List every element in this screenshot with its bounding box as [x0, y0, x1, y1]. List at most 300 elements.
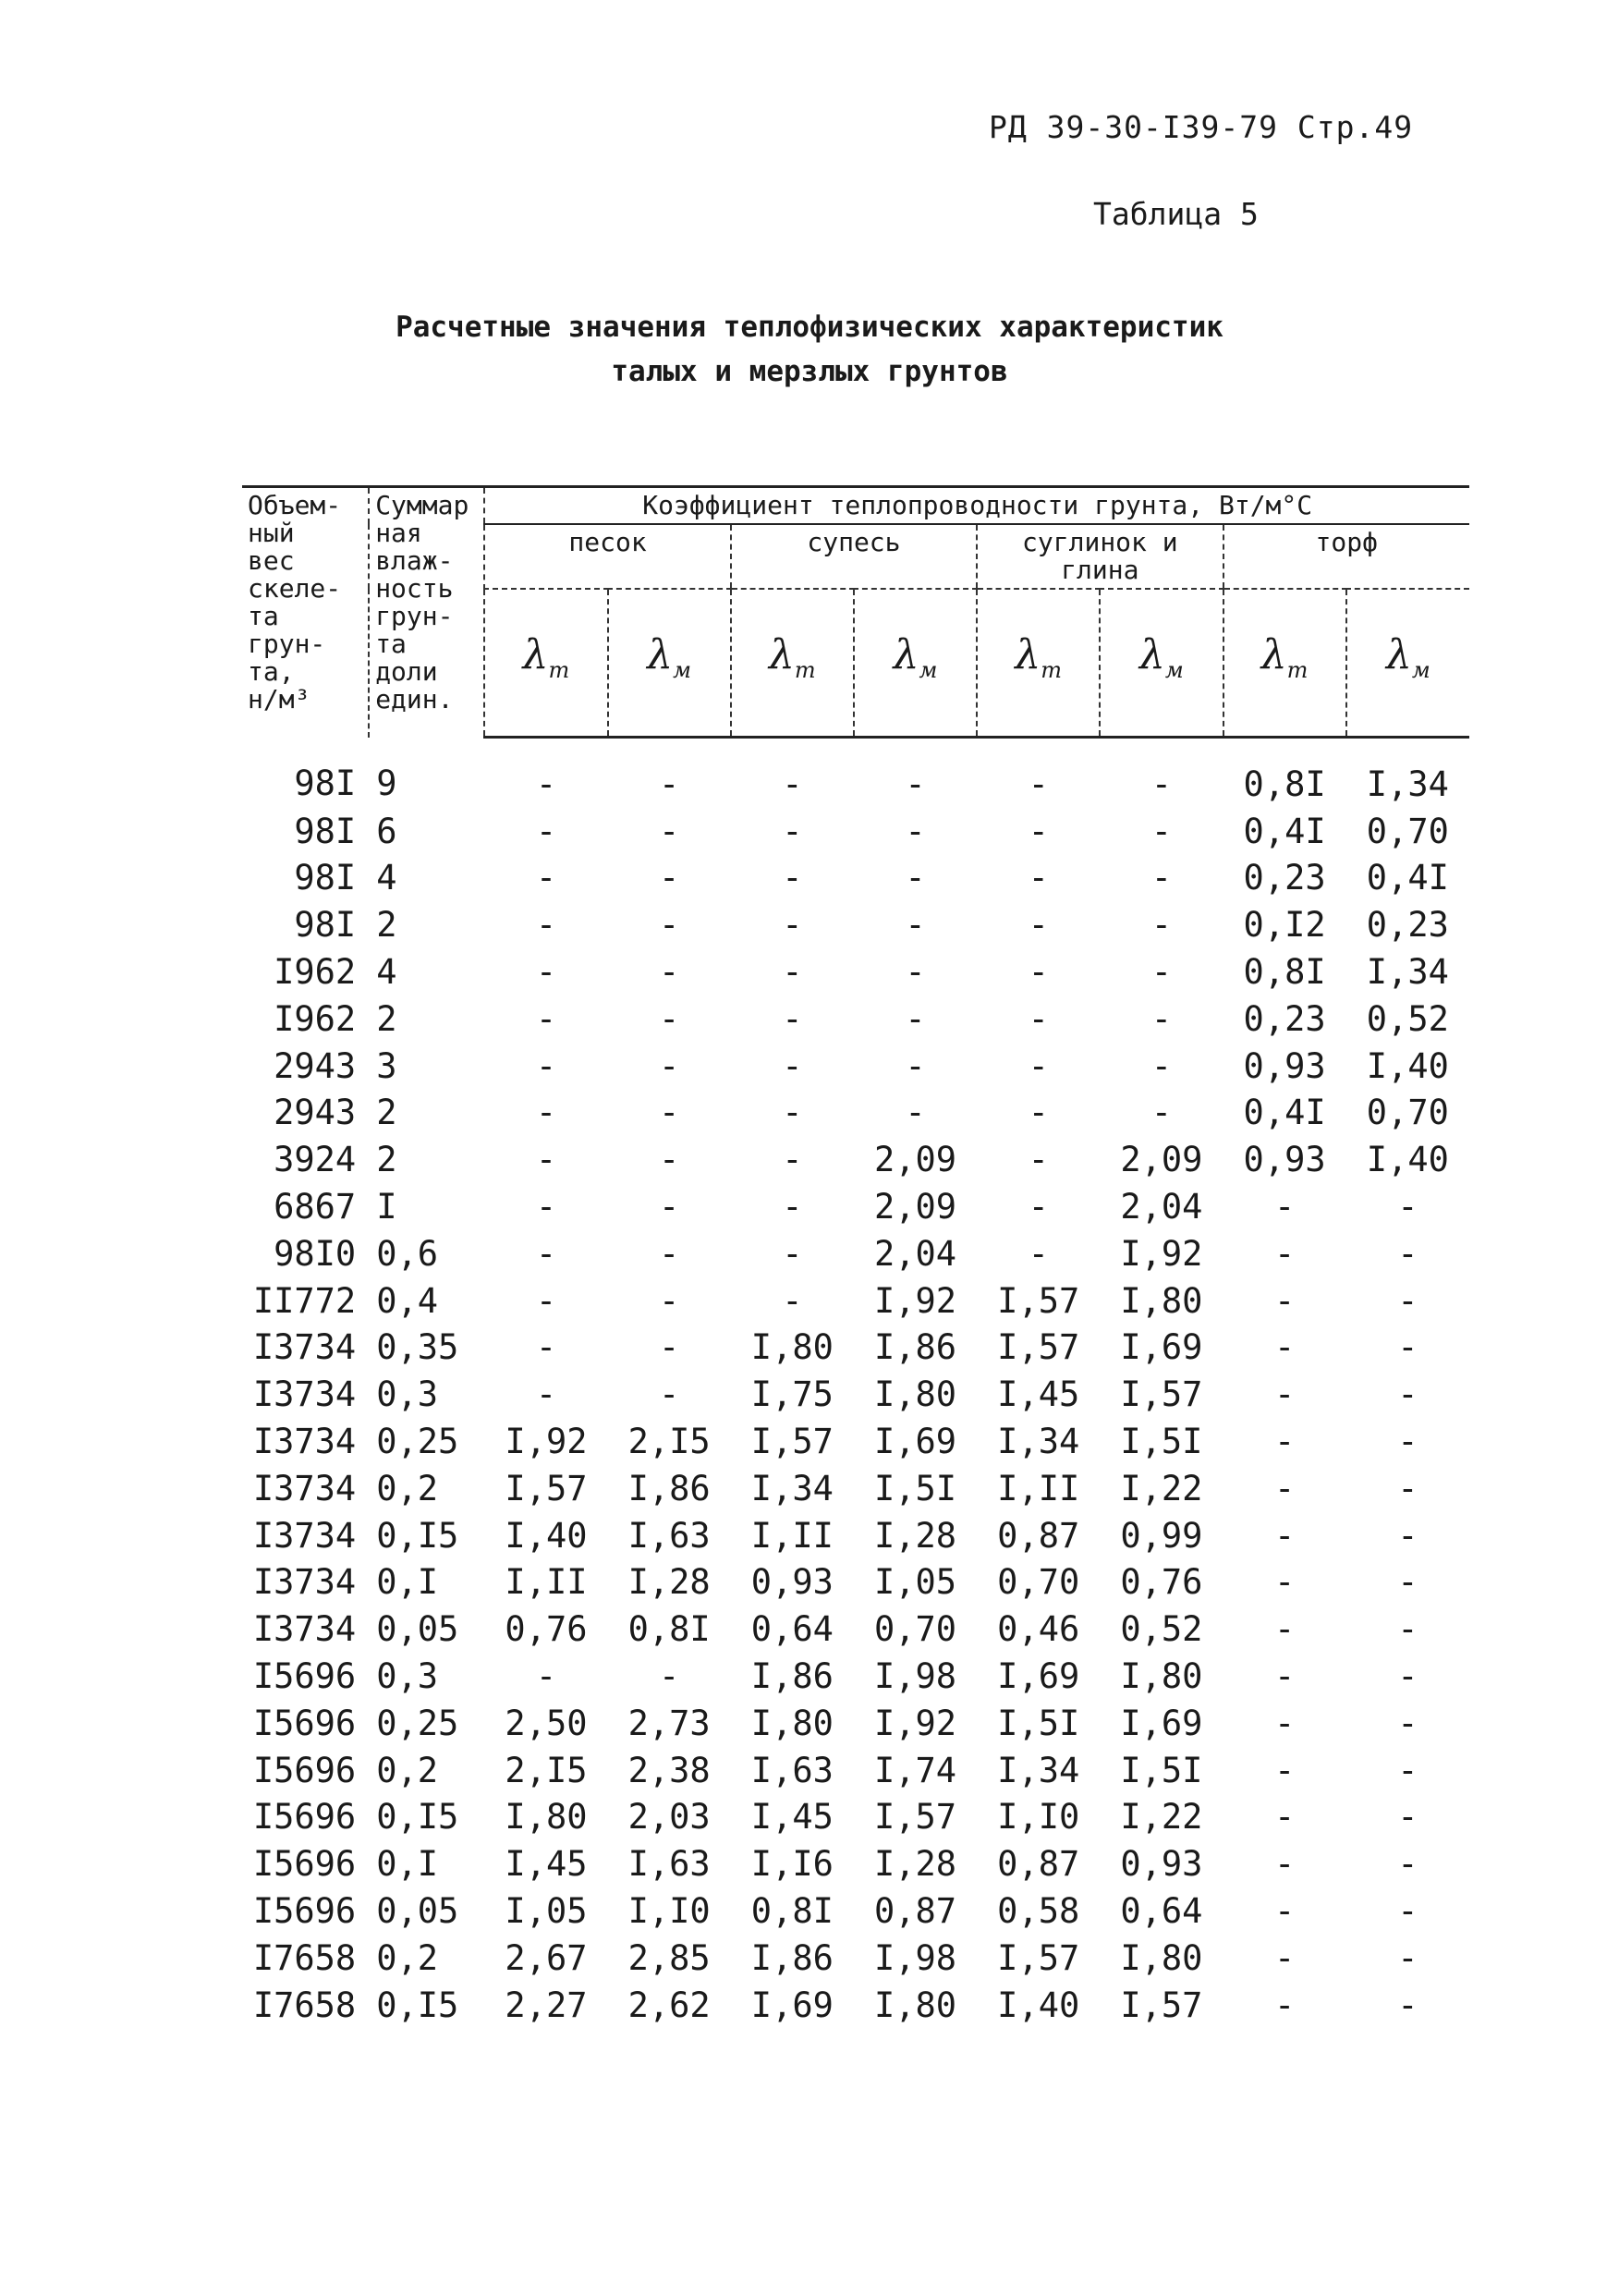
cell-conductivity: - — [1397, 1656, 1418, 1697]
cell-conductivity: - — [905, 905, 926, 946]
cell-conductivity: - — [535, 1327, 557, 1368]
cell-conductivity: - — [659, 1656, 680, 1697]
cell-conductivity: - — [1273, 1374, 1296, 1415]
cell-moisture: 2 — [376, 905, 397, 946]
cell-skeleton-weight: I3734 — [252, 1515, 357, 1556]
cell-conductivity: 0,93 — [1243, 1140, 1326, 1180]
cell-conductivity: 0,93 — [1243, 1045, 1326, 1086]
column-header-skeleton-weight: Объем- ный вес скеле- та грун- та, н/м³ — [242, 487, 369, 738]
cell-skeleton-weight: 3924 — [274, 1140, 357, 1180]
cell-conductivity: I,69 — [750, 1985, 834, 2025]
cell-conductivity: - — [1273, 1985, 1296, 2025]
cell-conductivity: - — [1397, 1562, 1418, 1603]
cell-conductivity: 0,8I — [750, 1891, 834, 1932]
cell-conductivity: - — [1397, 1844, 1418, 1885]
cell-conductivity: I,74 — [873, 1750, 957, 1790]
table-row — [242, 901, 1469, 948]
cell-conductivity: - — [782, 763, 803, 804]
cell-conductivity: I,34 — [1366, 952, 1449, 993]
table-row — [242, 1230, 1469, 1277]
cell-conductivity: I,II — [750, 1515, 834, 1556]
cell-conductivity: - — [659, 905, 680, 946]
cell-skeleton-weight: I3734 — [252, 1609, 357, 1650]
lambda-frozen-subscript: м — [673, 656, 692, 683]
cell-conductivity: - — [1028, 1093, 1049, 1133]
cell-conductivity: - — [782, 858, 803, 898]
cell-conductivity: 0,4I — [1243, 811, 1326, 851]
cell-conductivity: I,34 — [997, 1422, 1080, 1462]
cell-conductivity: I,92 — [505, 1422, 588, 1462]
cell-conductivity: I,II — [997, 1468, 1080, 1508]
table-row — [242, 1935, 1469, 1982]
cell-conductivity: I,80 — [1120, 1280, 1203, 1321]
cell-conductivity: - — [659, 811, 680, 851]
cell-conductivity: 0,70 — [1366, 811, 1449, 851]
cell-conductivity: 0,4I — [1243, 1093, 1326, 1133]
cell-conductivity: I,57 — [997, 1937, 1080, 1978]
cell-conductivity: I,57 — [873, 1797, 957, 1838]
cell-conductivity: - — [905, 998, 926, 1039]
cell-moisture: 2 — [376, 1140, 397, 1180]
cell-conductivity: - — [1150, 858, 1173, 898]
table-row — [242, 995, 1469, 1043]
cell-conductivity: I,57 — [750, 1422, 834, 1462]
cell-conductivity: 0,70 — [1366, 1093, 1449, 1133]
cell-conductivity: I,92 — [873, 1280, 957, 1321]
cell-conductivity: 2,27 — [505, 1985, 588, 2025]
lambda-symbol: λ — [893, 631, 919, 679]
cell-conductivity: - — [659, 1045, 680, 1086]
lambda-frozen-subscript: м — [1164, 656, 1184, 683]
cell-conductivity: I,28 — [627, 1562, 711, 1603]
cell-conductivity: I,57 — [1120, 1985, 1203, 2025]
cell-conductivity: - — [659, 1187, 680, 1227]
cell-conductivity: - — [1150, 998, 1173, 1039]
table-row — [242, 1747, 1469, 1794]
cell-skeleton-weight: 98I — [294, 858, 357, 898]
cell-conductivity: - — [905, 763, 926, 804]
cell-conductivity: - — [535, 1187, 557, 1227]
cell-skeleton-weight: I3734 — [252, 1422, 357, 1462]
cell-moisture: 9 — [376, 763, 397, 804]
cell-conductivity: 0,93 — [750, 1562, 834, 1603]
cell-moisture: 4 — [376, 952, 397, 993]
cell-moisture: 4 — [376, 858, 397, 898]
cell-moisture: 0,4 — [376, 1280, 439, 1321]
cell-conductivity: I,22 — [1120, 1797, 1203, 1838]
cell-conductivity: I,63 — [627, 1844, 711, 1885]
cell-conductivity: 0,70 — [997, 1562, 1080, 1603]
cell-conductivity: 0,I2 — [1243, 905, 1326, 946]
cell-skeleton-weight: I3734 — [252, 1562, 357, 1603]
cell-conductivity: - — [1273, 1515, 1296, 1556]
table-row — [242, 1653, 1469, 1700]
cell-conductivity: 0,8I — [1243, 763, 1326, 804]
thermal-conductivity-table — [242, 485, 1469, 2029]
cell-moisture: 0,3 — [376, 1656, 439, 1697]
cell-moisture: 0,2 — [376, 1750, 439, 1790]
cell-conductivity: - — [782, 811, 803, 851]
cell-conductivity: I,5I — [997, 1703, 1080, 1743]
cell-skeleton-weight: I3734 — [252, 1327, 357, 1368]
table-body — [242, 738, 1469, 2029]
lambda-symbol: λ — [647, 631, 674, 679]
cell-skeleton-weight: 2943 — [274, 1045, 357, 1086]
cell-conductivity: I,98 — [873, 1937, 957, 1978]
table-row — [242, 1465, 1469, 1512]
cell-conductivity: 2,67 — [505, 1937, 588, 1978]
cell-conductivity: I,05 — [873, 1562, 957, 1603]
cell-conductivity: - — [782, 952, 803, 993]
cell-conductivity: I,45 — [505, 1844, 588, 1885]
cell-conductivity: - — [905, 1045, 926, 1086]
cell-conductivity: I,II — [505, 1562, 588, 1603]
cell-conductivity: 2,50 — [505, 1703, 588, 1743]
cell-conductivity: - — [782, 905, 803, 946]
cell-conductivity: - — [1397, 1515, 1418, 1556]
cell-conductivity: - — [535, 905, 557, 946]
cell-conductivity: I,86 — [750, 1656, 834, 1697]
lambda-symbol: λ — [1260, 631, 1287, 679]
cell-conductivity: I,I0 — [627, 1891, 711, 1932]
soil-header-loam-clay: суглинок и глина — [977, 524, 1223, 589]
cell-conductivity: - — [535, 1656, 557, 1697]
table-row — [242, 1043, 1469, 1090]
cell-conductivity: 0,93 — [1120, 1844, 1203, 1885]
cell-conductivity: - — [1273, 1422, 1296, 1462]
cell-skeleton-weight: 98I — [294, 763, 357, 804]
cell-conductivity: I,5I — [1120, 1422, 1203, 1462]
table-row — [242, 1183, 1469, 1230]
cell-conductivity: I,92 — [1120, 1233, 1203, 1274]
cell-conductivity: 2,04 — [873, 1233, 957, 1274]
cell-skeleton-weight: I5696 — [252, 1891, 357, 1932]
cell-conductivity: 0,8I — [627, 1609, 711, 1650]
cell-conductivity: 0,64 — [750, 1609, 834, 1650]
cell-conductivity: - — [1397, 1422, 1418, 1462]
cell-moisture: 0,3 — [376, 1374, 439, 1415]
cell-conductivity: I,40 — [1366, 1045, 1449, 1086]
cell-conductivity: 2,09 — [1120, 1140, 1203, 1180]
table-row — [242, 1700, 1469, 1747]
cell-skeleton-weight: I5696 — [252, 1797, 357, 1838]
cell-conductivity: I,86 — [627, 1468, 711, 1508]
cell-conductivity: 0,23 — [1243, 858, 1326, 898]
lambda-frozen-header — [854, 589, 977, 738]
cell-conductivity: - — [1273, 1233, 1296, 1274]
cell-conductivity: I,34 — [1366, 763, 1449, 804]
table-row — [242, 1277, 1469, 1325]
cell-moisture: 0,05 — [376, 1891, 459, 1932]
cell-conductivity: I,34 — [750, 1468, 834, 1508]
cell-conductivity: - — [659, 858, 680, 898]
cell-conductivity: I,80 — [505, 1797, 588, 1838]
cell-conductivity: 0,87 — [997, 1515, 1080, 1556]
table-row — [242, 855, 1469, 902]
table-title — [0, 305, 1619, 394]
cell-skeleton-weight: 98I — [294, 811, 357, 851]
cell-conductivity: - — [782, 1045, 803, 1086]
cell-conductivity: - — [1397, 1280, 1418, 1321]
cell-skeleton-weight: I5696 — [252, 1656, 357, 1697]
cell-conductivity: - — [905, 858, 926, 898]
cell-skeleton-weight: I5696 — [252, 1703, 357, 1743]
cell-conductivity: - — [1273, 1703, 1296, 1743]
cell-conductivity: I,5I — [1120, 1750, 1203, 1790]
cell-conductivity: I,63 — [750, 1750, 834, 1790]
cell-conductivity: - — [535, 1140, 557, 1180]
lambda-symbol: λ — [522, 631, 549, 679]
cell-conductivity: I,45 — [750, 1797, 834, 1838]
cell-conductivity: - — [1397, 1327, 1418, 1368]
table-row — [242, 1090, 1469, 1137]
table-row — [242, 1136, 1469, 1183]
cell-conductivity: - — [782, 1233, 803, 1274]
cell-conductivity: - — [1397, 1750, 1418, 1790]
cell-conductivity: I,69 — [1120, 1327, 1203, 1368]
cell-skeleton-weight: 98I — [294, 905, 357, 946]
lambda-thawed-header — [484, 589, 607, 738]
lambda-frozen-subscript: м — [919, 656, 938, 683]
lambda-thawed-subscript: т — [794, 656, 816, 683]
lambda-symbol: λ — [1385, 631, 1412, 679]
cell-conductivity: I,80 — [873, 1985, 957, 2025]
cell-conductivity: 0,58 — [997, 1891, 1080, 1932]
cell-conductivity: 0,52 — [1120, 1609, 1203, 1650]
cell-conductivity: - — [1397, 1985, 1418, 2025]
table-row — [242, 1371, 1469, 1418]
cell-conductivity: I,86 — [873, 1327, 957, 1368]
page-header-reference: РД 39-30-I39-79 Стр.49 — [989, 109, 1414, 145]
cell-conductivity: - — [1150, 763, 1173, 804]
cell-conductivity: - — [659, 998, 680, 1039]
cell-conductivity: - — [535, 763, 557, 804]
cell-moisture: 0,35 — [376, 1327, 459, 1368]
cell-moisture: 2 — [376, 998, 397, 1039]
cell-conductivity: - — [535, 1093, 557, 1133]
cell-conductivity: 2,73 — [627, 1703, 711, 1743]
cell-conductivity: 0,99 — [1120, 1515, 1203, 1556]
cell-conductivity: I,57 — [505, 1468, 588, 1508]
cell-conductivity: I,5I — [873, 1468, 957, 1508]
table-row — [242, 1794, 1469, 1841]
cell-conductivity: - — [1028, 905, 1049, 946]
lambda-frozen-header — [1346, 589, 1469, 738]
cell-moisture: 0,I5 — [376, 1515, 459, 1556]
cell-conductivity: - — [1150, 905, 1173, 946]
cell-conductivity: - — [782, 998, 803, 1039]
cell-conductivity: I,22 — [1120, 1468, 1203, 1508]
cell-conductivity: - — [659, 1093, 680, 1133]
cell-conductivity: - — [659, 763, 680, 804]
cell-conductivity: - — [1397, 1797, 1418, 1838]
table-row — [242, 1840, 1469, 1887]
cell-conductivity: I,05 — [505, 1891, 588, 1932]
cell-moisture: 3 — [376, 1045, 397, 1086]
lambda-symbol: λ — [1139, 631, 1165, 679]
cell-conductivity: - — [535, 1374, 557, 1415]
lambda-thawed-subscript: т — [1041, 656, 1063, 683]
cell-conductivity: - — [1273, 1562, 1296, 1603]
cell-conductivity: 0,87 — [873, 1891, 957, 1932]
cell-conductivity: - — [535, 1045, 557, 1086]
soil-header-peat: торф — [1223, 524, 1469, 589]
cell-conductivity: - — [1397, 1937, 1418, 1978]
cell-conductivity: - — [659, 1327, 680, 1368]
cell-conductivity: I,80 — [750, 1703, 834, 1743]
table-row — [242, 1887, 1469, 1935]
cell-conductivity: - — [1273, 1656, 1296, 1697]
cell-conductivity: - — [535, 811, 557, 851]
cell-skeleton-weight: I7658 — [252, 1985, 357, 2025]
cell-skeleton-weight: I962 — [274, 952, 357, 993]
cell-conductivity: I,80 — [873, 1374, 957, 1415]
cell-conductivity: I,69 — [1120, 1703, 1203, 1743]
cell-skeleton-weight: I5696 — [252, 1844, 357, 1885]
cell-moisture: 0,05 — [376, 1609, 459, 1650]
table-row — [242, 1982, 1469, 2029]
cell-conductivity: 0,76 — [505, 1609, 588, 1650]
cell-conductivity: - — [1273, 1891, 1296, 1932]
cell-conductivity: 0,4I — [1366, 858, 1449, 898]
cell-conductivity: - — [1028, 763, 1049, 804]
cell-conductivity: - — [659, 952, 680, 993]
lambda-frozen-header — [608, 589, 731, 738]
cell-moisture: 0,2 — [376, 1468, 439, 1508]
cell-conductivity: 2,I5 — [505, 1750, 588, 1790]
cell-conductivity: - — [1273, 1844, 1296, 1885]
cell-conductivity: - — [1028, 858, 1049, 898]
cell-conductivity: I,57 — [997, 1280, 1080, 1321]
cell-conductivity: - — [1028, 811, 1049, 851]
cell-conductivity: I,63 — [627, 1515, 711, 1556]
table-title-line-2: талых и мерзлых грунтов — [611, 355, 1008, 388]
table-row — [242, 738, 1469, 808]
cell-moisture: 0,25 — [376, 1703, 459, 1743]
cell-conductivity: - — [1028, 1187, 1049, 1227]
cell-conductivity: - — [535, 858, 557, 898]
cell-conductivity: - — [1273, 1327, 1296, 1368]
cell-conductivity: - — [1273, 1937, 1296, 1978]
cell-conductivity: 2,04 — [1120, 1187, 1203, 1227]
cell-conductivity: 2,85 — [627, 1937, 711, 1978]
cell-skeleton-weight: I7658 — [252, 1937, 357, 1978]
table-row — [242, 808, 1469, 855]
cell-conductivity: - — [659, 1374, 680, 1415]
cell-conductivity: - — [1273, 1609, 1296, 1650]
lambda-frozen-header — [1100, 589, 1223, 738]
cell-skeleton-weight: 98I0 — [274, 1233, 357, 1274]
cell-conductivity: - — [1150, 811, 1173, 851]
cell-conductivity: - — [1150, 952, 1173, 993]
cell-skeleton-weight: I3734 — [252, 1374, 357, 1415]
cell-conductivity: I,28 — [873, 1515, 957, 1556]
lambda-thawed-header — [1223, 589, 1346, 738]
cell-conductivity: - — [1397, 1609, 1418, 1650]
cell-skeleton-weight: II772 — [252, 1280, 357, 1321]
cell-conductivity: 0,70 — [873, 1609, 957, 1650]
cell-conductivity: - — [659, 1233, 680, 1274]
cell-conductivity: 2,03 — [627, 1797, 711, 1838]
soil-header-sand: песок — [484, 524, 730, 589]
cell-conductivity: 2,62 — [627, 1985, 711, 2025]
cell-conductivity: I,80 — [1120, 1937, 1203, 1978]
cell-conductivity: I,40 — [1366, 1140, 1449, 1180]
cell-conductivity: I,I6 — [750, 1844, 834, 1885]
lambda-frozen-subscript: м — [1411, 656, 1430, 683]
cell-conductivity: 0,76 — [1120, 1562, 1203, 1603]
cell-conductivity: 0,46 — [997, 1609, 1080, 1650]
cell-conductivity: I,86 — [750, 1937, 834, 1978]
cell-conductivity: - — [1397, 1703, 1418, 1743]
cell-conductivity: 0,64 — [1120, 1891, 1203, 1932]
table-number-label: Таблица 5 — [1093, 196, 1259, 232]
cell-conductivity: - — [1397, 1233, 1418, 1274]
cell-conductivity: - — [1028, 998, 1049, 1039]
cell-conductivity: I,40 — [997, 1985, 1080, 2025]
cell-skeleton-weight: I962 — [274, 998, 357, 1039]
cell-conductivity: - — [535, 1233, 557, 1274]
table-row — [242, 1325, 1469, 1372]
cell-conductivity: - — [905, 952, 926, 993]
cell-conductivity: - — [782, 1093, 803, 1133]
table-row — [242, 1559, 1469, 1606]
table-row — [242, 1512, 1469, 1559]
table-row — [242, 948, 1469, 995]
cell-conductivity: - — [535, 998, 557, 1039]
cell-moisture: 0,I5 — [376, 1985, 459, 2025]
cell-skeleton-weight: 2943 — [274, 1093, 357, 1133]
lambda-thawed-header — [731, 589, 854, 738]
cell-conductivity: 2,I5 — [627, 1422, 711, 1462]
cell-conductivity: - — [1150, 1093, 1173, 1133]
cell-conductivity: - — [782, 1140, 803, 1180]
cell-moisture: 6 — [376, 811, 397, 851]
cell-conductivity: I,57 — [1120, 1374, 1203, 1415]
cell-moisture: I — [376, 1187, 397, 1227]
cell-conductivity: - — [1273, 1750, 1296, 1790]
cell-conductivity: - — [1028, 1233, 1049, 1274]
cell-conductivity: - — [1273, 1187, 1296, 1227]
cell-moisture: 0,I5 — [376, 1797, 459, 1838]
cell-conductivity: I,69 — [997, 1656, 1080, 1697]
cell-conductivity: - — [1397, 1187, 1418, 1227]
column-group-conductivity: Коэффициент теплопроводности грунта, Вт/м°С — [484, 487, 1469, 525]
cell-conductivity: I,98 — [873, 1656, 957, 1697]
cell-conductivity: I,I0 — [997, 1797, 1080, 1838]
cell-conductivity: - — [782, 1187, 803, 1227]
cell-conductivity: I,92 — [873, 1703, 957, 1743]
cell-moisture: 2 — [376, 1093, 397, 1133]
cell-conductivity: - — [659, 1140, 680, 1180]
cell-conductivity: I,40 — [505, 1515, 588, 1556]
cell-conductivity: 0,23 — [1366, 905, 1449, 946]
cell-conductivity: 0,87 — [997, 1844, 1080, 1885]
cell-conductivity: I,75 — [750, 1374, 834, 1415]
cell-conductivity: I,80 — [750, 1327, 834, 1368]
cell-moisture: 0,25 — [376, 1422, 459, 1462]
cell-moisture: 0,6 — [376, 1233, 439, 1274]
cell-conductivity: - — [1028, 1140, 1049, 1180]
cell-conductivity: I,80 — [1120, 1656, 1203, 1697]
cell-conductivity: - — [1273, 1280, 1296, 1321]
cell-conductivity: - — [782, 1280, 803, 1321]
cell-conductivity: - — [535, 952, 557, 993]
cell-moisture: 0,2 — [376, 1937, 439, 1978]
cell-conductivity: - — [1150, 1045, 1173, 1086]
cell-conductivity: 2,09 — [873, 1140, 957, 1180]
cell-conductivity: - — [1028, 952, 1049, 993]
